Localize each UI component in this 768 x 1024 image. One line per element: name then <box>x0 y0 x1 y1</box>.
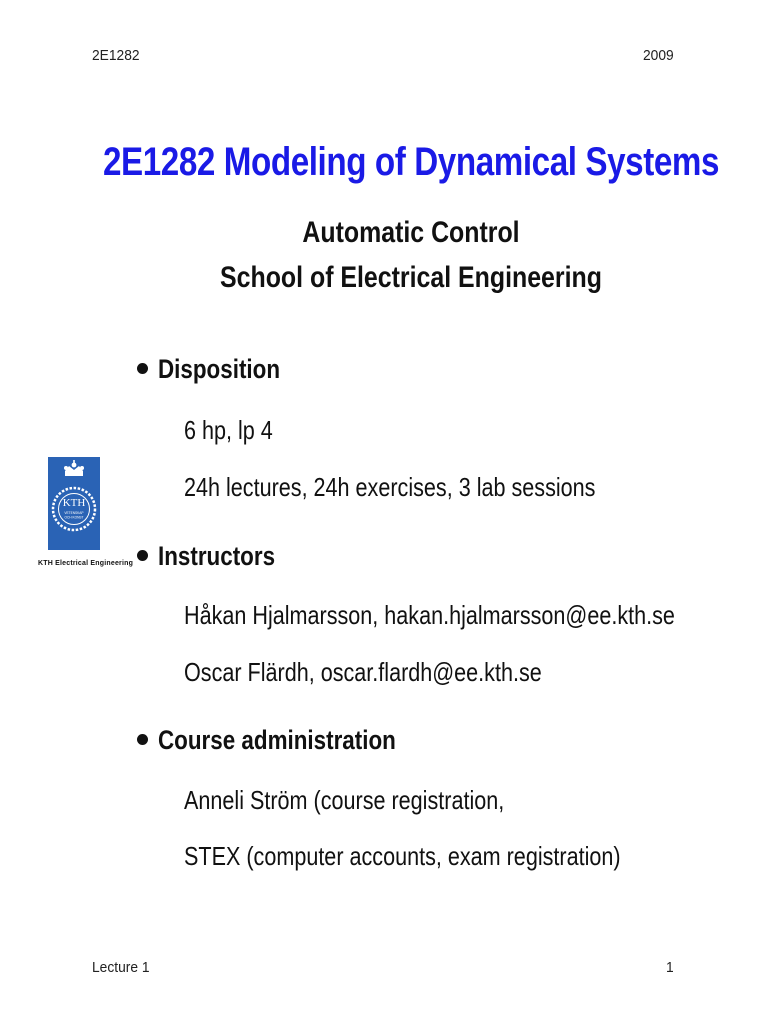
subtitle-department: Automatic Control <box>302 216 520 249</box>
section-heading-instructors: Instructors <box>137 541 299 572</box>
list-item: STEX (computer accounts, exam registration) <box>184 841 621 871</box>
list-item: Anneli Ström (course registration, <box>184 785 505 815</box>
bullet-icon <box>137 734 148 745</box>
logo-motto-2: OCH KONST <box>64 515 84 520</box>
logo-text: KTH <box>62 497 86 509</box>
subtitle-school: School of Electrical Engineering <box>220 261 602 294</box>
footer-page-number: 1 <box>666 959 674 976</box>
section-heading-disposition: Disposition <box>137 354 305 385</box>
section-heading-course-administration: Course administration <box>137 725 445 756</box>
slide-title: 2E1282 Modeling of Dynamical Systems <box>102 140 720 184</box>
kth-crest-icon <box>48 457 100 550</box>
logo-motto-1: VETENSKAP <box>64 511 84 515</box>
footer-lecture: Lecture 1 <box>92 959 150 976</box>
header-year: 2009 <box>643 47 674 64</box>
bullet-icon <box>137 550 148 561</box>
kth-logo <box>48 457 100 550</box>
logo-caption: KTH Electrical Engineering <box>38 560 134 567</box>
list-item: Håkan Hjalmarsson, hakan.hjalmarsson@ee.kth.se <box>184 600 675 630</box>
bullet-icon <box>137 363 148 374</box>
list-item: Oscar Flärdh, oscar.flardh@ee.kth.se <box>184 657 542 687</box>
list-item: 24h lectures, 24h exercises, 3 lab sessions <box>184 472 596 502</box>
header-course-code: 2E1282 <box>92 47 140 64</box>
list-item: 6 hp, lp 4 <box>184 415 273 445</box>
